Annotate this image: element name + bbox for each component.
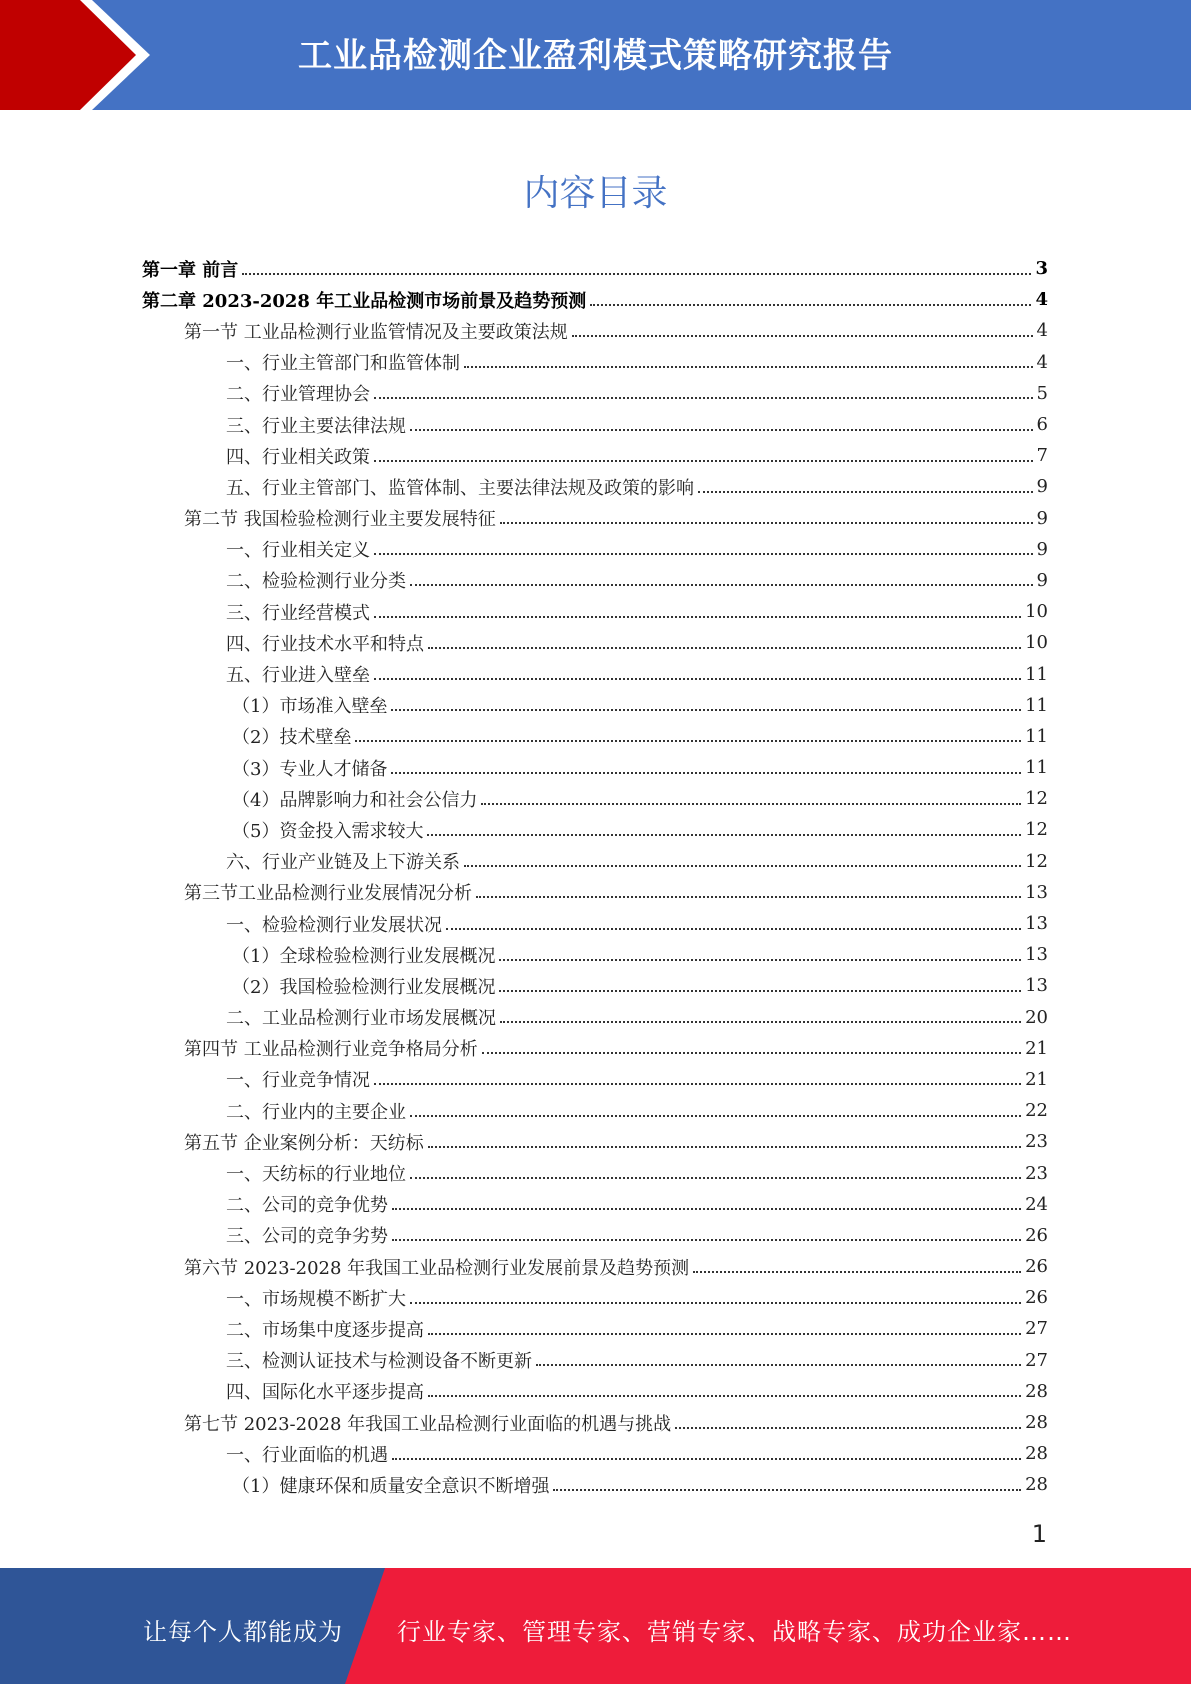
page-number: 1 [1031,1520,1047,1548]
toc-entry-page: 12 [1025,788,1048,810]
toc-entry-label: 第六节 2023-2028 年我国工业品检测行业发展前景及趋势预测 [184,1257,690,1279]
toc-entry[interactable] [142,908,1048,939]
toc-leader-dots [675,1427,1021,1429]
toc-entry-page: 13 [1025,881,1048,903]
toc-entry-page: 11 [1025,725,1048,747]
toc-entry[interactable] [142,1220,1048,1251]
toc-entry-label: （4）品牌影响力和社会公信力 [232,789,478,811]
toc-entry[interactable] [142,1313,1048,1344]
toc-entry-label: 第四节 工业品检测行业竞争格局分析 [184,1039,478,1061]
toc-entry-label: 第二节 我国检验检测行业主要发展特征 [184,509,496,531]
toc-leader-dots [482,1052,1021,1054]
toc-entry-page: 4 [1036,351,1048,373]
toc-entry-label: （2）我国检验检测行业发展概况 [232,976,496,998]
toc-entry[interactable] [142,1438,1048,1469]
toc-leader-dots [464,366,1033,368]
toc-entry-page: 13 [1025,944,1048,966]
toc-entry-label: 第一节 工业品检测行业监管情况及主要政策法规 [184,321,568,343]
toc-entry-page: 21 [1025,1068,1048,1090]
toc-entry[interactable] [142,783,1048,814]
toc-entry[interactable] [142,409,1048,440]
toc-leader-dots [446,928,1021,930]
toc-entry-label: （5）资金投入需求较大 [232,820,424,842]
toc-entry-page: 11 [1025,757,1048,779]
toc-entry-page: 9 [1036,569,1048,591]
toc-entry-page: 28 [1025,1380,1048,1402]
toc-entry[interactable] [142,440,1048,471]
toc-entry[interactable] [142,658,1048,689]
toc-leader-dots [572,335,1033,337]
toc-entry-label: 二、公司的竞争优势 [226,1195,388,1217]
toc-entry-page: 13 [1025,913,1048,935]
toc-entry[interactable] [142,596,1048,627]
toc-leader-dots [392,1458,1021,1460]
toc-entry-label: 一、市场规模不断扩大 [226,1288,406,1310]
toc-leader-dots [374,616,1021,618]
toc-entry-page: 20 [1025,1006,1048,1028]
toc-entry-label: 四、行业技术水平和特点 [226,633,424,655]
toc-leader-dots [410,584,1033,586]
toc-leader-dots [374,1083,1021,1085]
toc-entry[interactable] [142,471,1048,502]
toc-entry-label: 第五节 企业案例分析：天纺标 [184,1132,424,1154]
toc-entry-page: 26 [1025,1224,1048,1246]
toc-entry-label: （1）全球检验检测行业发展概况 [232,945,496,967]
toc-entry-page: 26 [1025,1287,1048,1309]
toc-entry[interactable] [142,378,1048,409]
toc-leader-dots [500,1021,1021,1023]
toc-entry-page: 9 [1036,538,1048,560]
toc-leader-dots [374,678,1021,680]
toc-entry-page: 24 [1025,1193,1048,1215]
toc-entry-page: 9 [1036,476,1048,498]
toc-leader-dots [427,834,1021,836]
toc-leader-dots [374,397,1033,399]
toc-entry-page: 7 [1036,445,1048,467]
toc-leader-dots [410,1177,1021,1179]
page-footer [0,1568,1191,1684]
toc-leader-dots [391,772,1021,774]
toc-entry[interactable] [142,846,1048,877]
toc-entry-label: 二、工业品检测行业市场发展概况 [226,1008,496,1030]
toc-entry-label: 第三节工业品检测行业发展情况分析 [184,883,472,905]
toc-entry-label: 一、行业面临的机遇 [226,1444,388,1466]
toc-entry[interactable] [142,814,1048,845]
toc-entry[interactable] [142,752,1048,783]
toc-leader-dots [536,1364,1021,1366]
toc-entry[interactable] [142,627,1048,658]
toc-entry-label: 三、行业主要法律法规 [226,415,406,437]
toc-entry-page: 27 [1025,1349,1048,1371]
toc-entry[interactable] [142,1033,1048,1064]
toc-entry-page: 11 [1025,694,1048,716]
toc-entry-page: 6 [1036,414,1048,436]
toc-leader-dots [410,1302,1021,1304]
toc-entry-label: 三、公司的竞争劣势 [226,1226,388,1248]
toc-entry-label: 四、国际化水平逐步提高 [226,1382,424,1404]
toc-entry-label: 二、行业管理协会 [226,384,370,406]
toc-entry-label: 二、行业内的主要企业 [226,1101,406,1123]
toc-leader-dots [428,1333,1021,1335]
toc-entry-label: 三、检测认证技术与检测设备不断更新 [226,1351,532,1373]
toc-leader-dots [590,304,1031,306]
toc-entry-label: （3）专业人才储备 [232,758,388,780]
toc-leader-dots [242,273,1031,275]
toc-entry[interactable] [142,1469,1048,1500]
toc-entry-label: 一、行业主管部门和监管体制 [226,353,460,375]
toc-entry-page: 4 [1036,320,1048,342]
toc-entry-label: 第一章 前言 [142,259,239,281]
toc-entry-page: 12 [1025,819,1048,841]
toc-entry[interactable] [142,253,1048,284]
toc-entry-label: （2）技术壁垒 [232,727,352,749]
toc-entry-label: （1）健康环保和质量安全意识不断增强 [232,1475,550,1497]
footer-slogan-right: 行业专家、管理专家、营销专家、战略专家、成功企业家…… [397,1618,1072,1646]
toc-entry-label: 二、检验检测行业分类 [226,571,406,593]
toc-entry[interactable] [142,347,1048,378]
toc-leader-dots [476,896,1021,898]
toc-entry-page: 3 [1035,258,1048,280]
toc-entry[interactable] [142,315,1048,346]
toc-entry-label: 二、市场集中度逐步提高 [226,1319,424,1341]
toc-leader-dots [374,553,1033,555]
toc-entry[interactable] [142,503,1048,534]
toc-entry-label: 六、行业产业链及上下游关系 [226,852,460,874]
toc-entry[interactable] [142,1251,1048,1282]
toc-leader-dots [391,709,1021,711]
toc-entry-label: 一、天纺标的行业地位 [226,1164,406,1186]
footer-slogan-left: 让每个人都能成为 [143,1618,343,1646]
toc-entry[interactable] [142,1407,1048,1438]
toc-entry[interactable] [142,1376,1048,1407]
page-header [0,0,1191,110]
toc-entry[interactable] [142,721,1048,752]
report-title: 工业品检测企业盈利模式策略研究报告 [298,36,893,76]
toc-entry-page: 11 [1025,663,1048,685]
toc-entry-label: 五、行业进入壁垒 [226,665,370,687]
toc-entry[interactable] [142,1282,1048,1313]
toc-entry[interactable] [142,877,1048,908]
toc-entry[interactable] [142,1157,1048,1188]
toc-entry-page: 27 [1025,1318,1048,1340]
toc-entry[interactable] [142,1189,1048,1220]
toc-entry-page: 28 [1025,1474,1048,1496]
toc-leader-dots [392,1208,1021,1210]
toc-entry[interactable] [142,1002,1048,1033]
toc-entry-label: 三、行业经营模式 [226,602,370,624]
toc-leader-dots [499,959,1021,961]
toc-entry-page: 12 [1025,850,1048,872]
toc-entry[interactable] [142,939,1048,970]
toc-entry[interactable] [142,284,1048,315]
toc-entry[interactable] [142,1064,1048,1095]
toc-leader-dots [428,1146,1021,1148]
toc-leader-dots [698,491,1033,493]
toc-leader-dots [392,1239,1021,1241]
toc-leader-dots [374,460,1033,462]
toc-leader-dots [410,429,1033,431]
toc-entry[interactable] [142,565,1048,596]
toc-entry-page: 5 [1036,382,1048,404]
toc-entry-label: （1）市场准入壁垒 [232,696,388,718]
toc-entry[interactable] [142,690,1048,721]
toc-entry[interactable] [142,1126,1048,1157]
toc-entry-page: 23 [1025,1162,1048,1184]
toc-leader-dots [553,1489,1021,1491]
toc-entry-page: 23 [1025,1131,1048,1153]
toc-title: 内容目录 [523,173,668,214]
toc-entry-label: 第二章 2023-2028 年工业品检测市场前景及趋势预测 [142,290,587,312]
toc-entry-label: 第七节 2023-2028 年我国工业品检测行业面临的机遇与挑战 [184,1413,672,1435]
toc-leader-dots [481,803,1021,805]
toc-entry-label: 一、行业竞争情况 [226,1070,370,1092]
toc-entry-page: 10 [1025,632,1048,654]
toc-entry-page: 13 [1025,975,1048,997]
toc-entry-label: 一、行业相关定义 [226,540,370,562]
toc-entry-page: 22 [1025,1100,1048,1122]
toc-leader-dots [693,1271,1021,1273]
toc-entry-page: 28 [1025,1443,1048,1465]
toc-entry-label: 一、检验检测行业发展状况 [226,914,442,936]
toc-leader-dots [499,990,1021,992]
toc-leader-dots [355,740,1021,742]
toc-entry[interactable] [142,1345,1048,1376]
toc-entry-page: 28 [1025,1412,1048,1434]
toc-entry[interactable] [142,534,1048,565]
toc-entry-page: 9 [1036,507,1048,529]
toc-entry-page: 21 [1025,1037,1048,1059]
toc-entry-page: 4 [1035,289,1048,311]
toc-entry-page: 26 [1025,1256,1048,1278]
toc-leader-dots [464,865,1021,867]
toc-leader-dots [410,1115,1021,1117]
toc-entry[interactable] [142,1095,1048,1126]
toc-leader-dots [428,1395,1021,1397]
toc-leader-dots [428,647,1021,649]
toc-leader-dots [500,522,1033,524]
table-of-contents [142,253,1048,1501]
toc-entry-label: 五、行业主管部门、监管体制、主要法律法规及政策的影响 [226,477,694,499]
toc-entry-page: 10 [1025,601,1048,623]
toc-entry[interactable] [142,970,1048,1001]
toc-entry-label: 四、行业相关政策 [226,446,370,468]
